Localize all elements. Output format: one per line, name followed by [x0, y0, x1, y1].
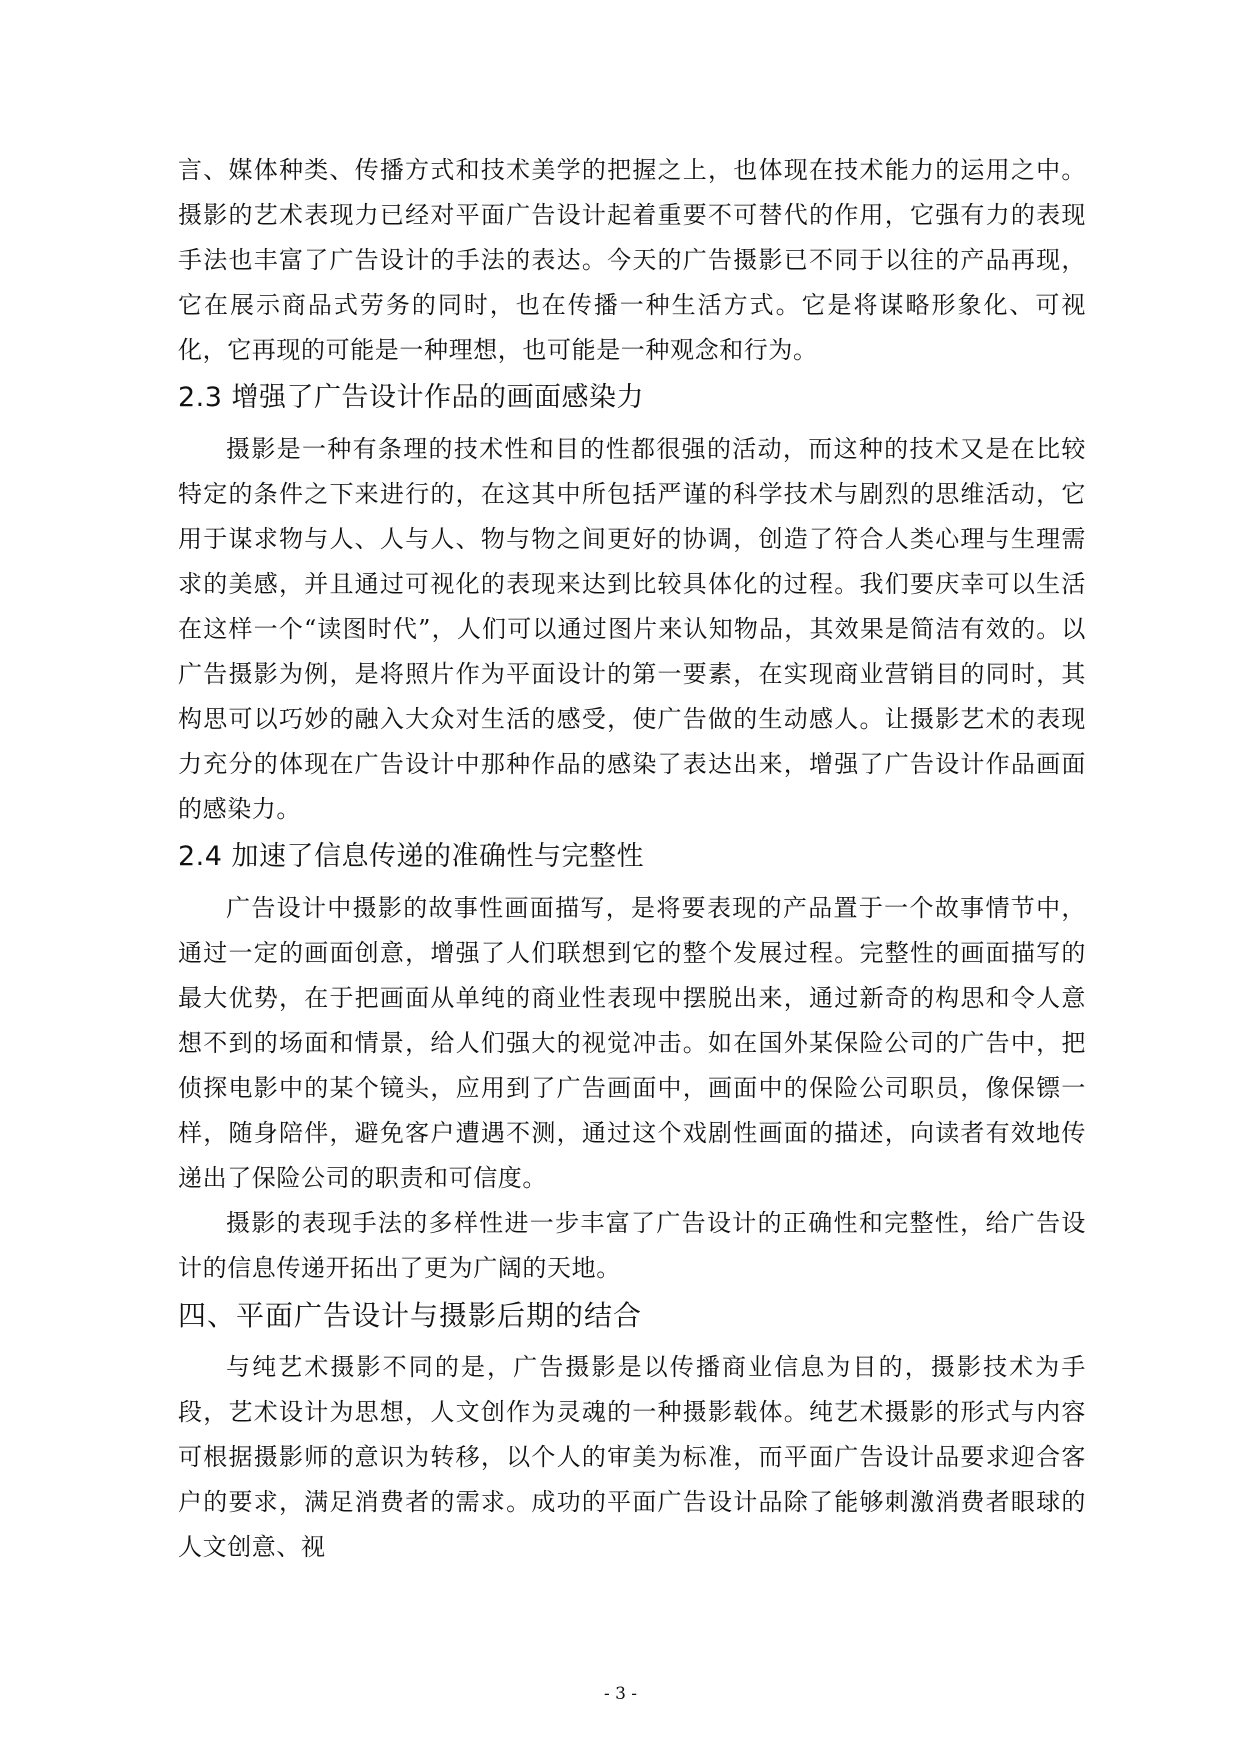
section-heading-4: 四、平面广告设计与摄影后期的结合: [178, 1299, 643, 1332]
section-heading-2-4: 2.4 加速了信息传递的准确性与完整性: [178, 841, 645, 872]
paragraph-2-3: 摄影是一种有条理的技术性和目的性都很强的活动，而这种的技术又是在比较特定的条件之下来进行的，在这其中所包括严谨的科学技术与剧烈的思维活动，它用于谋求物与人、人与人、物与物之间更好的协调，创造了符合人类心理与生理需求的美感，并且通过可视化的表现来达到比较具体化的过程。我们要庆幸可以生活在这样一个“读图时代”，人们可以通过图片来认知物品，其效果是简洁有效的。以广告摄影为例，是将照片作为平面设计的第一要素，在实现商业营销目的同时，其构思可以巧妙的融入大众对生活的感受，使广告做的生动感人。让摄影艺术的表现力充分的体现在广告设计中那种作品的感染了表达出来，增强了广告设计作品画面的感染力。: [178, 435, 1086, 823]
paragraph-continued: 言、媒体种类、传播方式和技术美学的把握之上，也体现在技术能力的运用之中。摄影的艺术表现力已经对平面广告设计起着重要不可替代的作用，它强有力的表现手法也丰富了广告设计的手法的表达。今天的广告摄影已不同于以往的产品再现，它在展示商品式劳务的同时，也在传播一种生活方式。它是将谋略形象化、可视化，它再现的可能是一种理想，也可能是一种观念和行为。: [178, 156, 1086, 364]
paragraph-4: 与纯艺术摄影不同的是，广告摄影是以传播商业信息为目的，摄影技术为手段，艺术设计为思想，人文创作为灵魂的一种摄影载体。纯艺术摄影的形式与内容可根据摄影师的意识为转移，以个人的审美为标准，而平面广告设计品要求迎合客户的要求，满足消费者的需求。成功的平面广告设计品除了能够刺激消费者眼球的人文创意、视: [178, 1353, 1086, 1561]
paragraph-2-4-b: 摄影的表现手法的多样性进一步丰富了广告设计的正确性和完整性，给广告设计的信息传递开拓出了更为广阔的天地。: [178, 1209, 1086, 1282]
section-heading-2-3: 2.3 增强了广告设计作品的画面感染力: [178, 382, 645, 413]
document-body: [178, 148, 1086, 1570]
paragraph-2-4-a: 广告设计中摄影的故事性画面描写，是将要表现的产品置于一个故事情节中，通过一定的画面创意，增强了人们联想到它的整个发展过程。完整性的画面描写的最大优势，在于把画面从单纯的商业性表现中摆脱出来，通过新奇的构思和令人意想不到的场面和情景，给人们强大的视觉冲击。如在国外某保险公司的广告中，把侦探电影中的某个镜头，应用到了广告画面中，画面中的保险公司职员，像保镖一样，随身陪伴，避免客户遭遇不测，通过这个戏剧性画面的描述，向读者有效地传递出了保险公司的职责和可信度。: [178, 894, 1086, 1192]
page-number: - 3 -: [603, 1684, 638, 1704]
